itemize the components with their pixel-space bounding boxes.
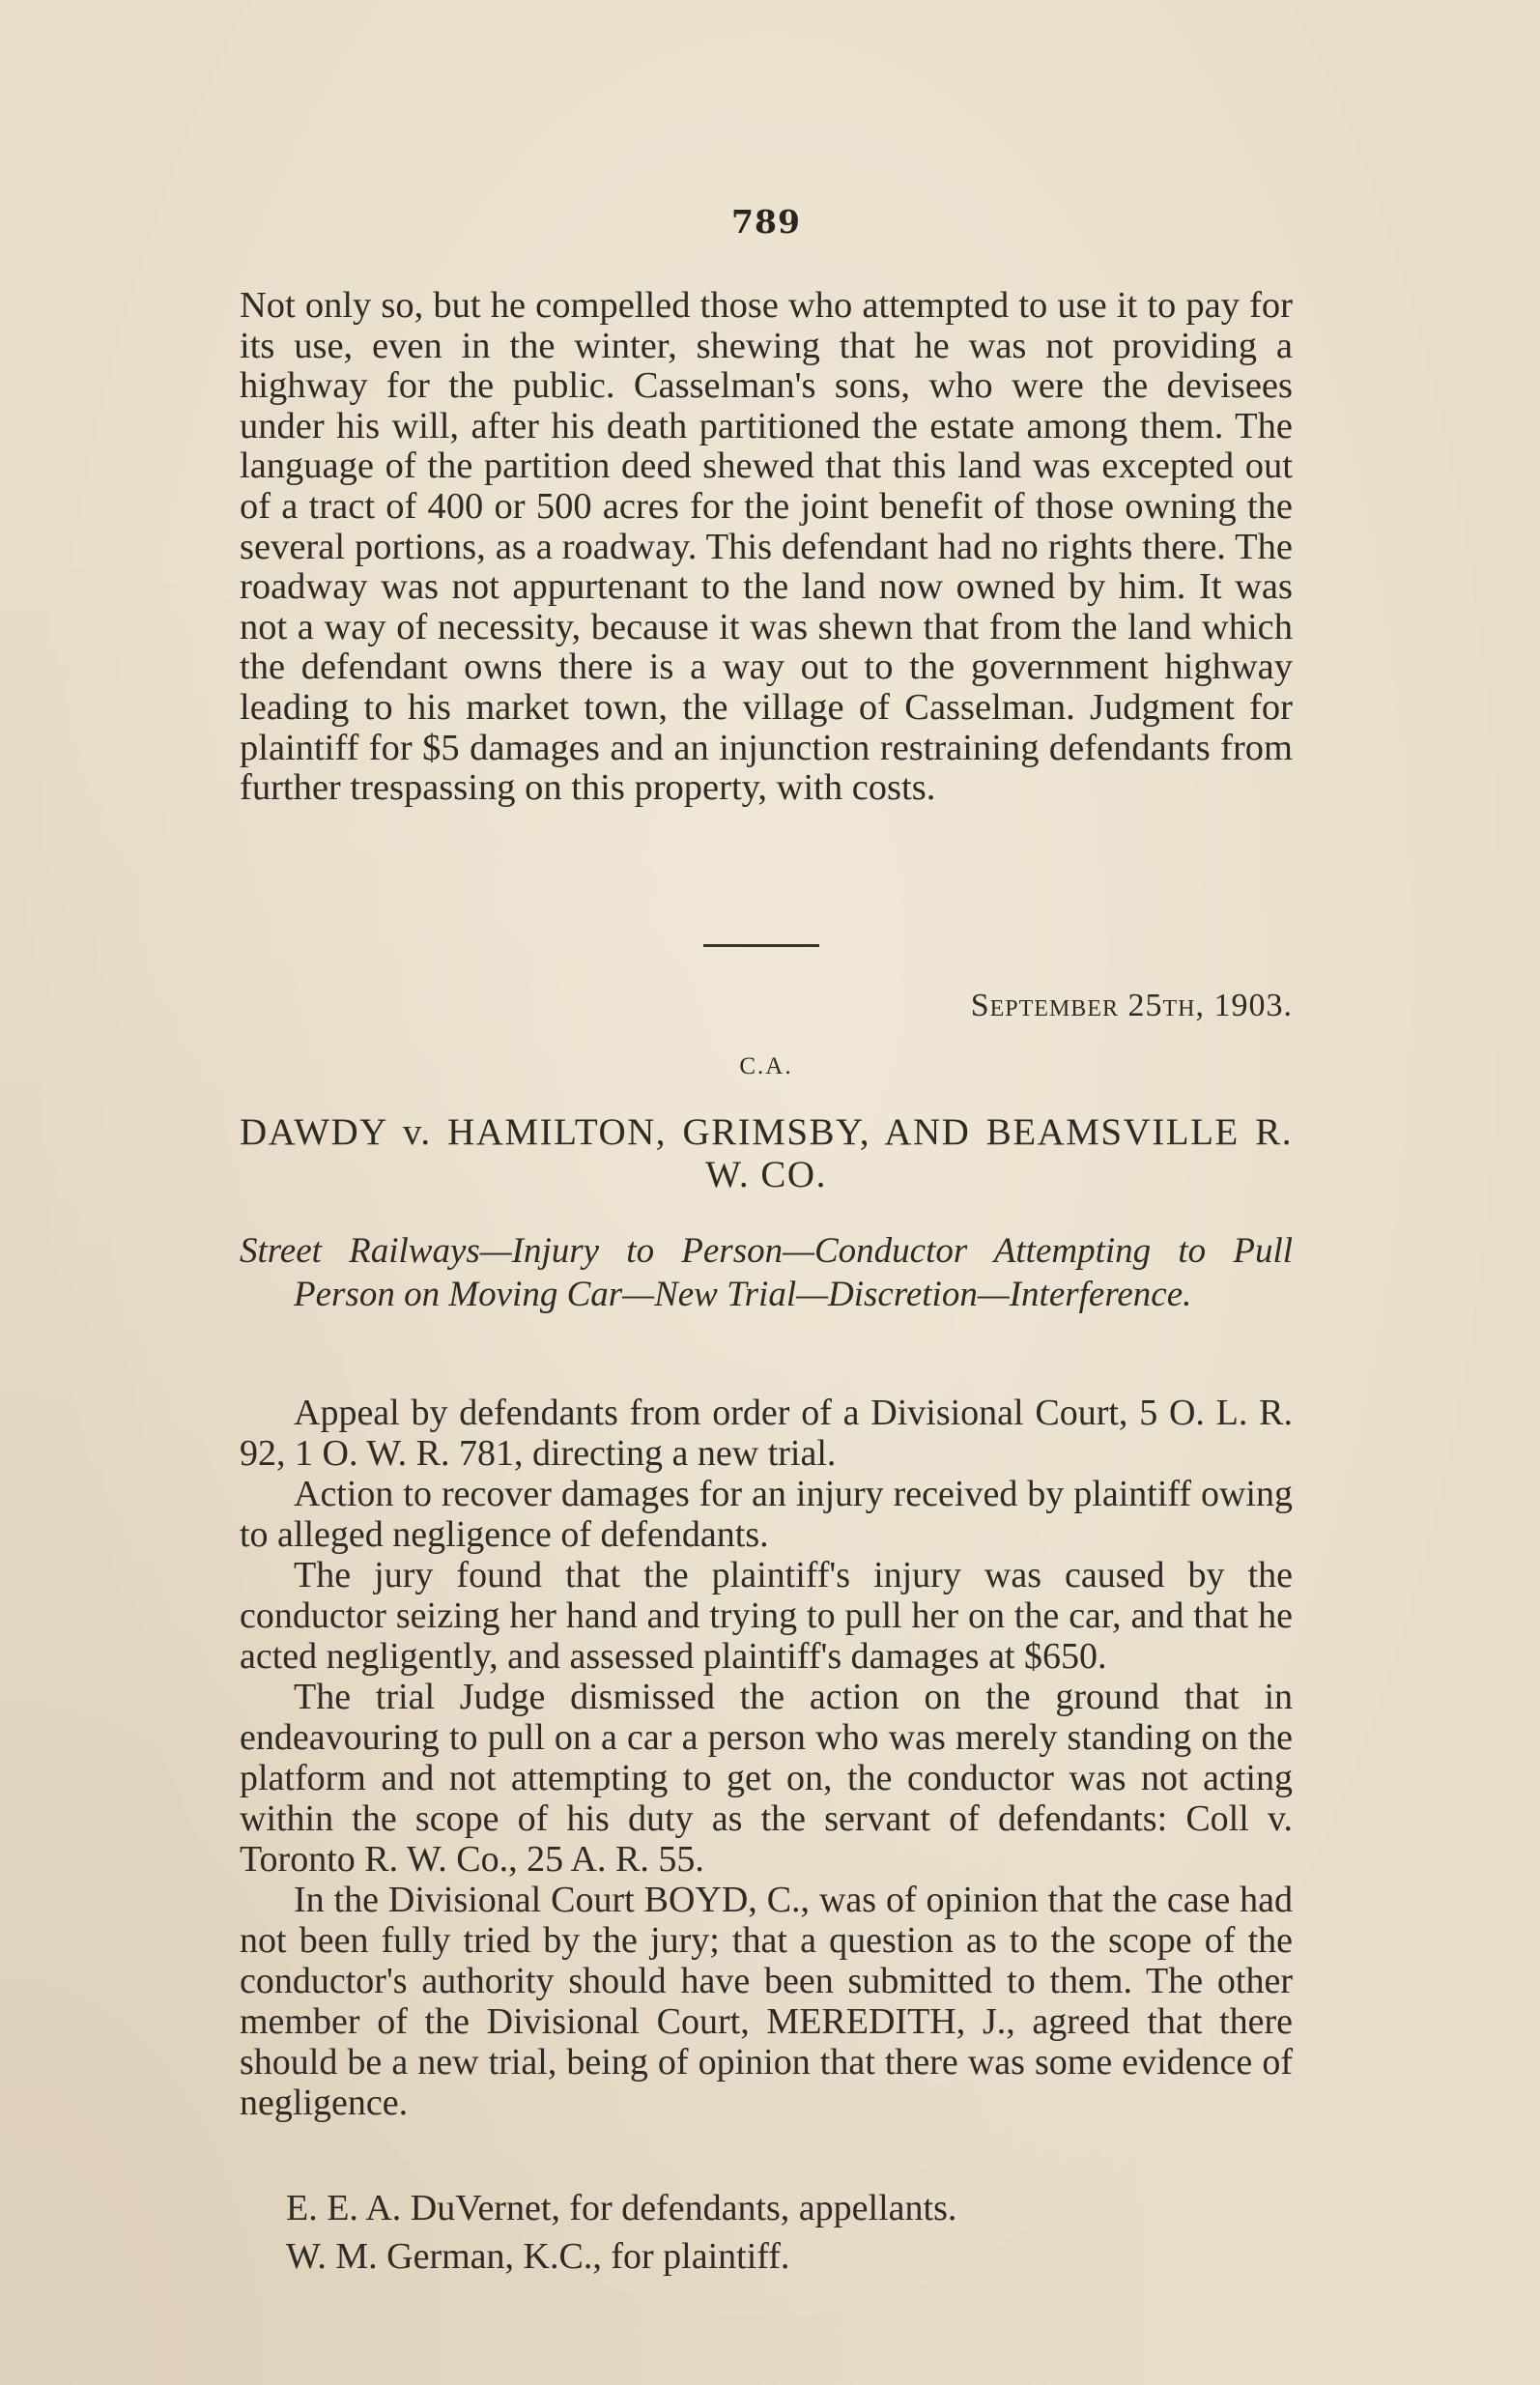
body-paragraph: The jury found that the plaintiff's injury was caused by the conductor seizing her hand and trying to pull her on the car, and that he acted negligently, and assessed plaintiff's damages at $650. [240,1555,1293,1677]
date-day: 25th, [1127,988,1205,1023]
body-paragraph: Action to recover damages for an injury received by plaintiff owing to alleged negligence of defendants. [240,1474,1293,1555]
body-paragraph: In the Divisional Court BOYD, C., was of opinion that the case had not been fully tried by the jury; that a question as to the scope of the conductor's authority should have been submitted to them. The other member of the Divisional Court, MEREDITH, J., agreed that there should be a new trial, being of opinion that there was some evidence of negligence. [240,1880,1293,2123]
counsel-appellants: E. E. A. DuVernet, for defendants, appellants. [286,2188,957,2228]
counsel-list [240,2184,1293,2281]
section-divider [703,944,819,947]
date-month: September [970,988,1119,1023]
headnote: Street Railways—Injury to Person—Conductor Attempting to Pull Person on Moving Car—New Trial—Discretion—Interference. [240,1231,1293,1314]
page-number: 789 [731,203,801,241]
body-paragraph: Appeal by defendants from order of a Divisional Court, 5 O. L. R. 92, 1 O. W. R. 781, directing a new trial. [240,1393,1293,1474]
date-year: 1903. [1213,988,1293,1023]
decision-date [240,988,1293,1024]
case-title: DAWDY v. HAMILTON, GRIMSBY, AND BEAMSVILLE R. W. CO. [240,1111,1293,1195]
case-body [240,1393,1293,2123]
court-code: C.A. [739,1053,793,1079]
counsel-plaintiff: W. M. German, K.C., for plaintiff. [286,2236,790,2277]
opening-paragraph: Not only so, but he compelled those who attempted to use it to pay for its use, even in the winter, shewing that he was not providing a highway for the public. Casselman's sons, who were the devisees under his will, after his death partitioned the estate among them. The language of the partition deed shewed that this land was excepted out of a tract of 400 or 500 acres for the joint benefit of those owning the several portions, as a roadway. This defendant had no rights there. The roadway was not appurtenant to the land now owned by him. It was not a way of necessity, because it was shewn that from the land which the defendant owns there is a way out to the government highway leading to his market town, the village of Casselman. Judgment for plaintiff for $5 damages and an injunction restraining defendants from further trespassing on this property, with costs. [240,285,1293,809]
body-paragraph: The trial Judge dismissed the action on the ground that in endeavouring to pull on a car a person who was merely standing on the platform and not attempting to get on, the conductor was not acting within the scope of his duty as the servant of defendants: Coll v. Toronto R. W. Co., 25 A. R. 55. [240,1677,1293,1880]
